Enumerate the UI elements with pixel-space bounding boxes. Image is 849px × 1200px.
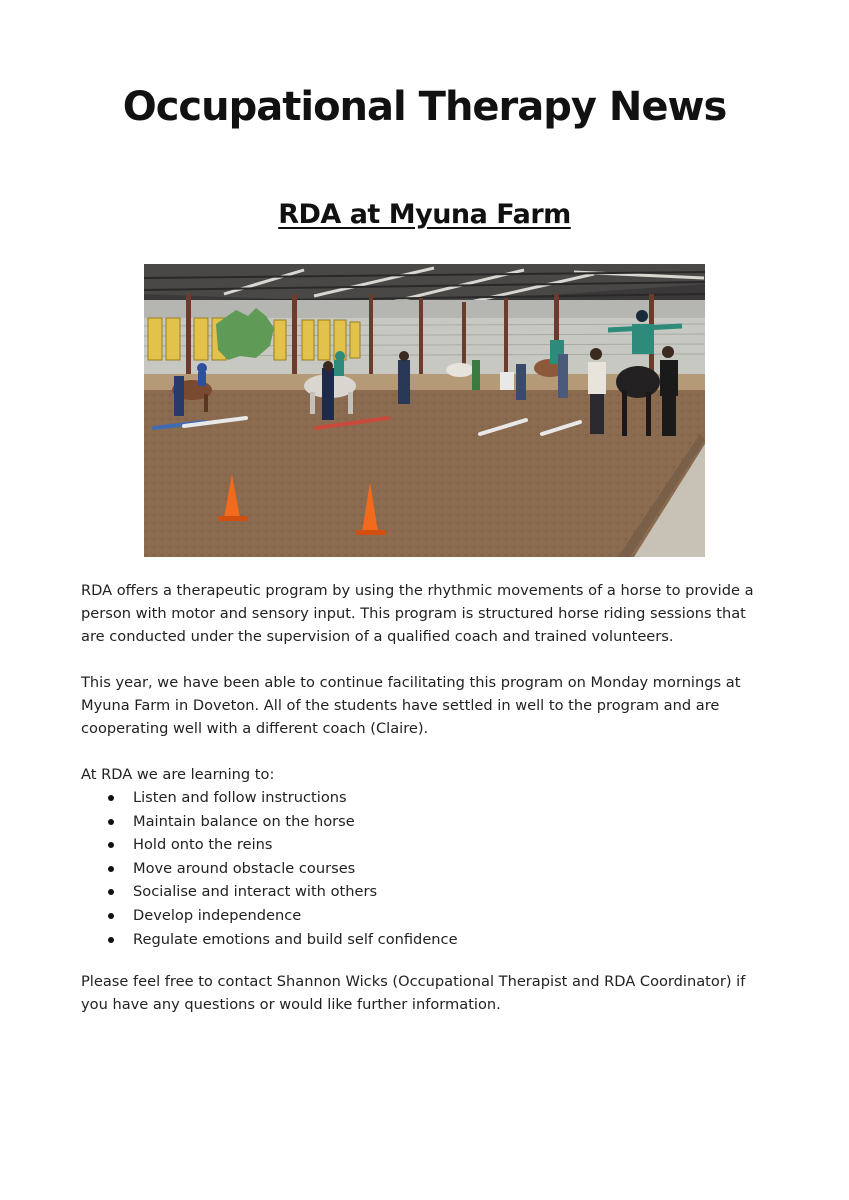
bullet-icon <box>108 866 114 872</box>
page-title: Occupational Therapy News <box>122 84 727 130</box>
list-item <box>106 786 458 810</box>
list-item-text: Socialise and interact with others <box>133 883 378 901</box>
arena-photo <box>144 264 705 557</box>
learning-intro: At RDA we are learning to: <box>81 766 275 783</box>
section-heading: RDA at Myuna Farm <box>278 199 571 230</box>
list-item <box>106 857 458 881</box>
bullet-icon <box>108 819 114 825</box>
bullet-icon <box>108 889 114 895</box>
list-item-text: Maintain balance on the horse <box>133 812 355 830</box>
list-item-text: Listen and follow instructions <box>133 789 347 806</box>
list-item-text: Hold onto the reins <box>133 836 273 854</box>
intro-line-1: RDA offers a therapeutic program by using the rhythmic movements of a horse to provide a <box>81 582 754 599</box>
program-paragraph <box>81 671 781 740</box>
intro-paragraph <box>81 579 781 648</box>
program-line-3: cooperating well with a different coach (Claire). <box>81 720 429 737</box>
learning-list <box>106 786 458 951</box>
list-item <box>106 904 458 928</box>
program-line-1: This year, we have been able to continue facilitating this program on Monday mornings at <box>81 674 741 691</box>
intro-line-2: person with motor and sensory input. This program is structured horse riding sessions that <box>81 605 746 622</box>
list-item <box>106 810 458 834</box>
list-item-text: Develop independence <box>133 906 302 924</box>
bullet-icon <box>108 913 114 919</box>
bullet-icon <box>108 937 114 943</box>
list-item-text: Move around obstacle courses <box>133 859 356 877</box>
contact-line-2: you have any questions or would like further information. <box>81 996 501 1013</box>
bullet-icon <box>108 795 114 801</box>
contact-paragraph <box>81 970 781 1016</box>
list-item <box>106 928 458 952</box>
indoor-riding-arena-photo <box>144 264 705 557</box>
bullet-icon <box>108 842 114 848</box>
list-item <box>106 833 458 857</box>
list-item <box>106 880 458 904</box>
list-item-text: Regulate emotions and build self confidence <box>133 930 458 948</box>
program-line-2: Myuna Farm in Doveton. All of the students have settled in well to the program and are <box>81 697 720 714</box>
contact-line-1: Please feel free to contact Shannon Wicks (Occupational Therapist and RDA Coordinator) if <box>81 973 746 990</box>
intro-line-3: are conducted under the supervision of a qualified coach and trained volunteers. <box>81 628 674 645</box>
